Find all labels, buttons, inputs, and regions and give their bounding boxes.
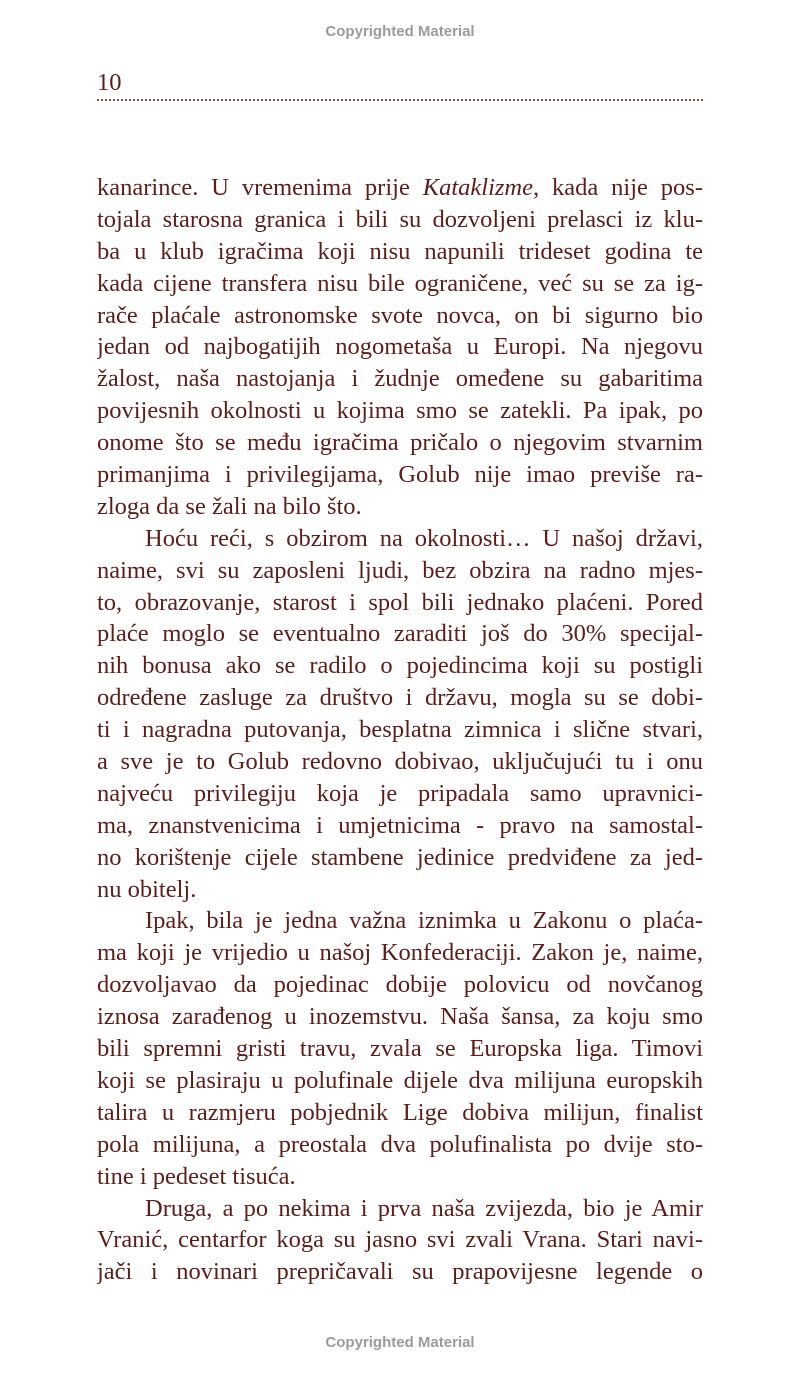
text-line: povijesnih okolnosti u kojima smo se zatekli. Pa ipak, po xyxy=(97,397,703,425)
text-line: određene zasluge za društvo i državu, mogla su se dobi- xyxy=(97,684,703,712)
text-line: ma, znanstvenicima i umjetnicima - pravo na samostal- xyxy=(97,811,703,839)
text-line: Druga, a po nekima i prva naša zvijezda, bio je Amir xyxy=(145,1194,703,1222)
copyright-watermark-top: Copyrighted Material xyxy=(325,23,475,40)
text-line: jači i novinari prepričavali su prapovijesne legende o xyxy=(97,1258,703,1286)
text-line: plaće moglo se eventualno zaraditi još do 30% specijal- xyxy=(97,620,703,648)
text-line: iznosa zarađenog u inozemstvu. Naša šansa, za koju smo xyxy=(97,1003,703,1031)
text-line: a sve je to Golub redovno dobivao, uključujući tu i onu xyxy=(97,748,703,776)
paragraph-1 xyxy=(97,172,703,523)
text-line xyxy=(97,172,703,204)
text-line: žalost, naša nastojanja i žudnje omeđene su gabaritima xyxy=(97,365,703,393)
body-text xyxy=(97,172,703,1288)
text-line: to, obrazovanje, starost i spol bili jednako plaćeni. Pored xyxy=(97,588,703,616)
text-line: kada cijene transfera nisu bile ograničene, već su se za ig- xyxy=(97,269,703,297)
text-line: primanjima i privilegijama, Golub nije imao previše ra- xyxy=(97,461,703,489)
text-line: Hoću reći, s obzirom na okolnosti… U našoj državi, xyxy=(145,524,703,552)
text-line: Ipak, bila je jedna važna iznimka u Zakonu o plaća- xyxy=(145,907,703,935)
text-line: rače plaćale astronomske svote novca, on bi sigurno bio xyxy=(97,301,703,329)
line-text: , kada nije pos- xyxy=(532,174,703,201)
text-line: nih bonusa ako se radilo o pojedincima koji su postigli xyxy=(97,652,703,680)
text-line: pola milijuna, a preostala dva polufinalista po dvije sto- xyxy=(97,1130,703,1158)
text-line: onome što se među igračima pričalo o njegovim stvarnim xyxy=(97,429,703,457)
text-line: naime, svi su zaposleni ljudi, bez obzira na radno mjes- xyxy=(97,556,703,584)
text-line: ti i nagradna putovanja, besplatna zimnica i slične stvari, xyxy=(97,716,703,744)
header-dotted-rule xyxy=(97,99,703,101)
text-line: ma koji je vrijedio u našoj Konfederaciji. Zakon je, naime, xyxy=(97,939,703,967)
text-line: no korištenje cijele stambene jedinice predviđene za jed- xyxy=(97,843,703,871)
paragraph-4 xyxy=(97,1193,703,1289)
copyright-watermark-bottom: Copyrighted Material xyxy=(325,1334,475,1351)
text-line: bili spremni gristi travu, zvala se Europska liga. Timovi xyxy=(97,1035,703,1063)
text-line: tojala starosna granica i bili su dozvoljeni prelasci iz klu- xyxy=(97,205,703,233)
text-line: Vranić, centarfor koga su jasno svi zvali Vrana. Stari navi- xyxy=(97,1226,703,1254)
text-line: jedan od najbogatijih nogometaša u Europi. Na njegovu xyxy=(97,333,703,361)
text-line: zloga da se žali na bilo što. xyxy=(97,492,362,520)
text-line: koji se plasiraju u polufinale dijele dva milijuna europskih xyxy=(97,1066,703,1094)
text-line: najveću privilegiju koja je pripadala samo upravnici- xyxy=(97,779,703,807)
text-line: nu obitelj. xyxy=(97,875,197,903)
text-line: dozvoljavao da pojedinac dobije polovicu od novčanog xyxy=(97,971,703,999)
line-text: kanarince. U vremenima prije xyxy=(97,174,423,201)
page-number: 10 xyxy=(97,69,122,96)
paragraph-3 xyxy=(97,905,703,1192)
text-line: ba u klub igračima koji nisu napunili trideset godina te xyxy=(97,237,703,265)
text-line: tine i pedeset tisuća. xyxy=(97,1162,296,1190)
paragraph-2 xyxy=(97,523,703,906)
italic-title: Kataklizme xyxy=(422,174,533,201)
text-line: talira u razmjeru pobjednik Lige dobiva milijun, finalist xyxy=(97,1098,703,1126)
